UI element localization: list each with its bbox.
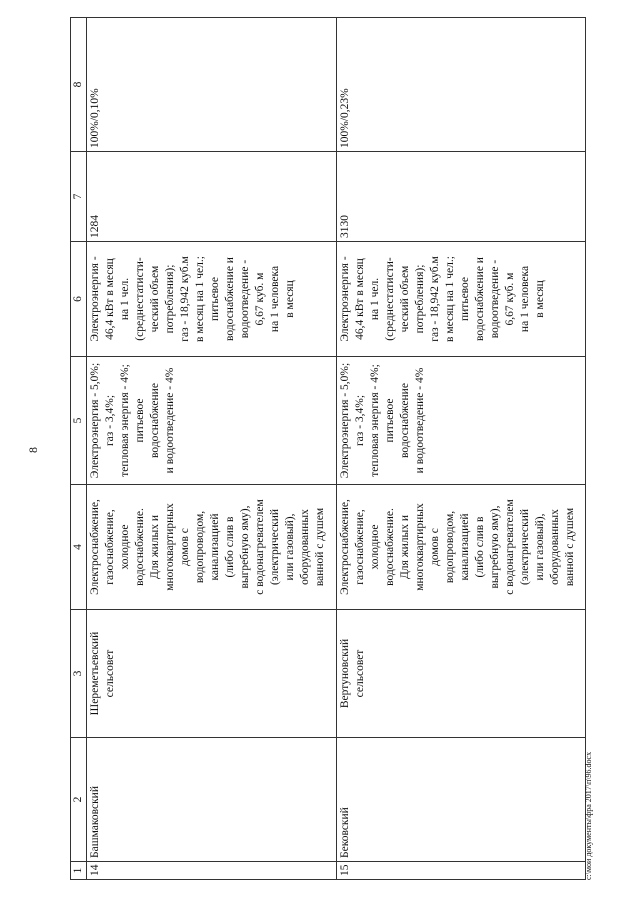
district-cell: Бековский [336,738,586,862]
header-cell-3: 3 [71,610,87,738]
header-row [71,18,87,880]
population-cell: 3130 [336,152,586,242]
district-cell: Башмаковский [87,738,337,862]
share-cell: 100%/0,23% [336,18,586,152]
table-row [87,18,337,880]
services-cell: Электроснабжение, газоснабжение, холодное водоснабжение. Для жилых и многоквартирных домов с водопроводом, канализацией (либо слив в выгребную яму), с водонагревателем (электрический или газовый), оборудованных ванной с душем [336,485,586,610]
page-number: 8 [26,447,40,453]
share-cell: 100%/0,10% [87,18,337,152]
services-cell: Электроснабжение, газоснабжение, холодное водоснабжение. Для жилых и многоквартирных домов с водопроводом, канализацией (либо слив в выгребную яму), с водонагревателем (электрический или газовый), оборудованных ванной с душем [87,485,337,610]
council-cell: Вертуновский сельсовет [336,610,586,738]
rotated-table-wrapper [70,18,586,880]
header-cell-4: 4 [71,485,87,610]
row-number: 15 [336,862,586,880]
growth-cell: Электроэнергия - 5,0%; газ - 3,4%; тепловая энергия - 4%; питьевое водоснабжение и водоотведение - 4% [336,357,586,485]
row-number: 14 [87,862,337,880]
council-cell: Шереметьевский сельсовет [87,610,337,738]
header-cell-1: 1 [71,862,87,880]
growth-cell: Электроэнергия - 5,0%; газ - 3,4%; тепловая энергия - 4%; питьевое водоснабжение и водоотведение - 4% [87,357,337,485]
header-cell-2: 2 [71,738,87,862]
tariff-table [70,17,586,880]
norms-cell: Электроэнергия - 46,4 кВт в месяц на 1 чел. (среднестатисти- ческий объем потребления); газ - 18,942 куб.м в месяц на 1 чел.; питьевое водоснабжение и водоотведение - 6,67 куб. м на 1 человека в месяц [87,242,337,357]
footer-file-path: c:\мои документы\фра 2017\п\96.docx [584,751,593,880]
header-cell-5: 5 [71,357,87,485]
header-cell-6: 6 [71,242,87,357]
header-cell-8: 8 [71,18,87,152]
norms-cell: Электроэнергия - 46,4 кВт в месяц на 1 чел. (среднестатисти- ческий объем потребления); газ - 18,942 куб.м в месяц на 1 чел.; питьевое водоснабжение и водоотведение - 6,67 куб. м на 1 человека в месяц [336,242,586,357]
table-row [336,18,586,880]
population-cell: 1284 [87,152,337,242]
header-cell-7: 7 [71,152,87,242]
